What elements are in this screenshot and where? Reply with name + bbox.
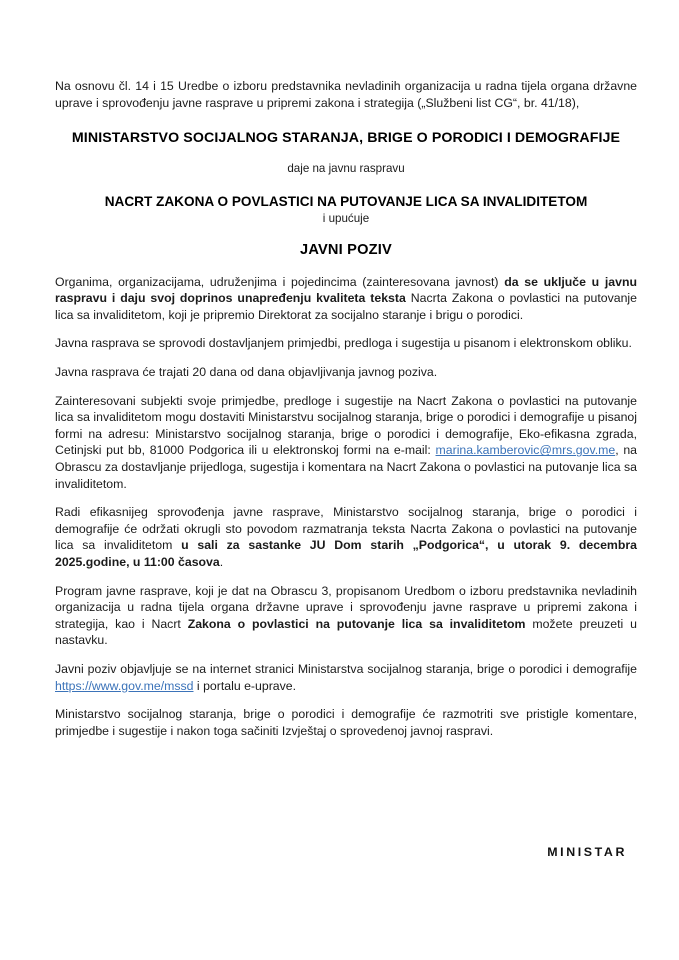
ministry-heading: MINISTARSTVO SOCIJALNOG STARANJA, BRIGE O PORODICI I DEMOGRAFIJE (71, 130, 621, 147)
p1-part2: Nacrta Zakona o povlastici na putovanje lica sa invaliditetom, koji je pripremio Direktorat za socijalno staranje i brigu o porodici. (55, 291, 637, 322)
public-call-heading: JAVNI POZIV (300, 241, 392, 258)
p5-bold1: u sali za sastanke JU Dom starih „Podgorica“, u utorak 9. decembra 2025.godine, u 11:00 časova (55, 538, 637, 569)
paragraph-5 (55, 504, 637, 570)
p5-part1: Radi efikasnijeg sprovođenja javne rasprave, Ministarstvo socijalnog staranja, brige o porodici i demografije će održati okrugli sto povodom razmatranja teksta Nacrta Zakona o povlastici na putovanje lica sa invaliditetom (55, 505, 637, 553)
draft-law-heading: NACRT ZAKONA O POVLASTICI NA PUTOVANJE LICA SA INVALIDITETOM (104, 193, 588, 209)
website-link[interactable]: https://www.gov.me/mssd (55, 678, 194, 693)
p6-part2: možete preuzeti u nastavku. (55, 616, 637, 648)
legal-basis-paragraph: Na osnovu čl. 14 i 15 Uredbe o izboru predstavnika nevladinih organizacija u radna tijela organa državne uprave i sprovođenju javne rasprave u pripremi zakona i strategija („Službeni list CG“, br. 41/18), (55, 79, 637, 110)
paragraph-2: Javna rasprava se sprovodi dostavljanjem primjedbi, predloga i sugestija u pisanom i elektronskom obliku. (55, 336, 632, 351)
email-link[interactable]: marina.kamberovic@mrs.gov.me (435, 443, 616, 458)
paragraph-7 (55, 661, 637, 694)
p1-bold1: da se uključe u javnu raspravu i daju svoj doprinos unapređenju kvaliteta teksta (55, 274, 637, 306)
p4-part1: Zainteresovani subjekti svoje primjedbe, predloge i sugestije na Nacrt Zakona o povlastici na putovanje lica sa invaliditetom mogu dostaviti Ministarstvu socijalnog staranja, brige o porodici i demografije u pisanoj formi na adresu: Ministarstvo socijalnog staranja, brige o porodici i demografije, Eko-efikasna zgrada, Cetinjski put bb, 81000 Podgorica ili u elektronskoj formi na e-mail: (55, 393, 637, 458)
gives-public-debate-line: daje na javnu raspravu (287, 161, 405, 175)
and-directs-line: i upućuje (322, 211, 370, 225)
paragraph-1 (55, 274, 637, 324)
p6-bold1: Zakona o povlastici na putovanje lica sa invaliditetom (187, 616, 526, 631)
paragraph-8: Ministarstvo socijalnog staranja, brige o porodici i demografije će razmotriti sve pristigle komentare, primjedbe i sugestije i nakon toga sačiniti Izvještaj o sprovedenoj javnoj raspravi. (55, 707, 637, 738)
p1-part1: Organima, organizacijama, udruženjima i pojedincima (zainteresovana javnost) (55, 274, 505, 289)
p6-part1: Program javne rasprave, koji je dat na Obrascu 3, propisanom Uredbom o izboru predstavnika nevladinih organizacija u radna tijela organa državne uprave i sprovođenju javne rasprave u pripremi zakona i strategija, kao i Nacrt (55, 583, 637, 631)
p5-part2: . (219, 555, 224, 569)
paragraph-3: Javna rasprava će trajati 20 dana od dana objavljivanja javnog poziva. (55, 365, 438, 380)
p4-part2: , na Obrascu za dostavljanje prijedloga, sugestija i komentara na Nacrt Zakona o povlastici na putovanje lica sa invaliditetom. (55, 443, 638, 491)
p7-part1: Javni poziv objavljuje se na internet stranici Ministarstva socijalnog staranja, brige o porodici i demografije (55, 661, 637, 676)
minister-signature-label: MINISTAR (547, 845, 627, 859)
p7-part2: i portalu e-uprave. (193, 678, 297, 693)
paragraph-6 (55, 583, 637, 649)
paragraph-4 (55, 393, 637, 493)
